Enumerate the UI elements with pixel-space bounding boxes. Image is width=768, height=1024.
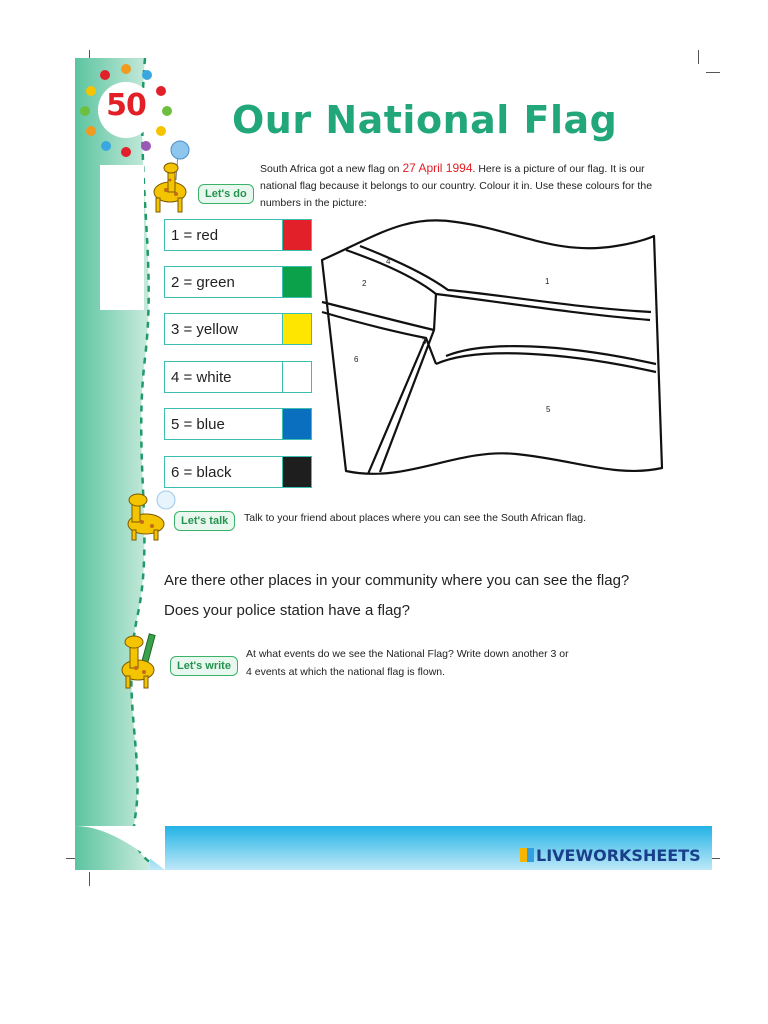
child-figure-icon — [142, 70, 152, 80]
child-figure-icon — [101, 141, 111, 151]
child-figure-icon — [86, 126, 96, 136]
flag-region-number: 2 — [362, 279, 367, 288]
strip-white-panel — [100, 165, 144, 310]
intro-date: 27 April 1994 — [402, 161, 473, 175]
color-swatch-yellow — [282, 313, 312, 345]
brand-name: LIVEWORKSHEETS — [536, 846, 701, 865]
color-key-row-white — [164, 361, 314, 395]
color-swatch-black — [282, 456, 312, 488]
color-key-label: 3 = yellow — [164, 313, 282, 345]
intro-paragraph — [260, 160, 680, 212]
color-key-label: 1 = red — [164, 219, 282, 251]
child-figure-icon — [100, 70, 110, 80]
color-swatch-green — [282, 266, 312, 298]
child-figure-icon — [162, 106, 172, 116]
flag-region-number: 6 — [354, 355, 359, 364]
color-key-row-blue — [164, 408, 314, 442]
crop-mark — [89, 872, 90, 886]
color-key-row-green — [164, 266, 314, 300]
child-figure-icon — [156, 126, 166, 136]
color-key-label: 2 = green — [164, 266, 282, 298]
giraffe-balloon-icon — [146, 140, 202, 216]
liveworksheets-logo-icon — [520, 848, 534, 862]
lets-talk-tag: Let's talk — [174, 511, 235, 531]
talk-instruction: Talk to your friend about places where you can see the South African flag. — [244, 512, 587, 524]
footer-corner-curve — [75, 826, 165, 870]
flag-region-number: 5 — [546, 405, 551, 414]
child-figure-icon — [121, 147, 131, 157]
write-instruction-line-2: 4 events at which the national flag is flown. — [246, 666, 446, 678]
write-instruction-line-1: At what events do we see the National Flag? Write down another 3 or — [246, 648, 569, 660]
color-key-row-yellow — [164, 313, 314, 347]
lets-write-tag: Let's write — [170, 656, 238, 676]
color-key-label: 5 = blue — [164, 408, 282, 440]
color-key-label: 4 = white — [164, 361, 282, 393]
intro-text-end: . Here is a picture of our flag. It is our national flag because it belongs to our country. Colour it in. Use these colours for the numbers in the picture: — [260, 163, 653, 209]
color-swatch-blue — [282, 408, 312, 440]
page-title: Our National Flag — [232, 98, 618, 142]
crop-mark — [706, 72, 720, 73]
flag-outline-drawing — [316, 216, 666, 478]
page-number: 50 — [106, 88, 146, 123]
flag-region-number: 4 — [386, 257, 391, 266]
color-key-label: 6 = black — [164, 456, 282, 488]
color-key-row-black — [164, 456, 314, 490]
question-line: Does your police station have a flag? — [164, 602, 410, 619]
giraffe-write-icon — [114, 630, 170, 690]
color-swatch-red — [282, 219, 312, 251]
intro-text-start: South Africa got a new flag on — [260, 163, 403, 175]
crop-mark — [698, 50, 699, 64]
flag-region-number: 1 — [545, 277, 550, 286]
brand-logo — [520, 846, 701, 865]
question-line: Are there other places in your community where you can see the flag? — [164, 572, 630, 589]
color-key-row-red — [164, 219, 314, 253]
flag-region-number: 3 — [422, 337, 427, 346]
child-figure-icon — [121, 64, 131, 74]
giraffe-talk-icon — [122, 490, 176, 542]
color-swatch-white — [282, 361, 312, 393]
lets-do-tag: Let's do — [198, 184, 254, 204]
child-figure-icon — [80, 106, 90, 116]
